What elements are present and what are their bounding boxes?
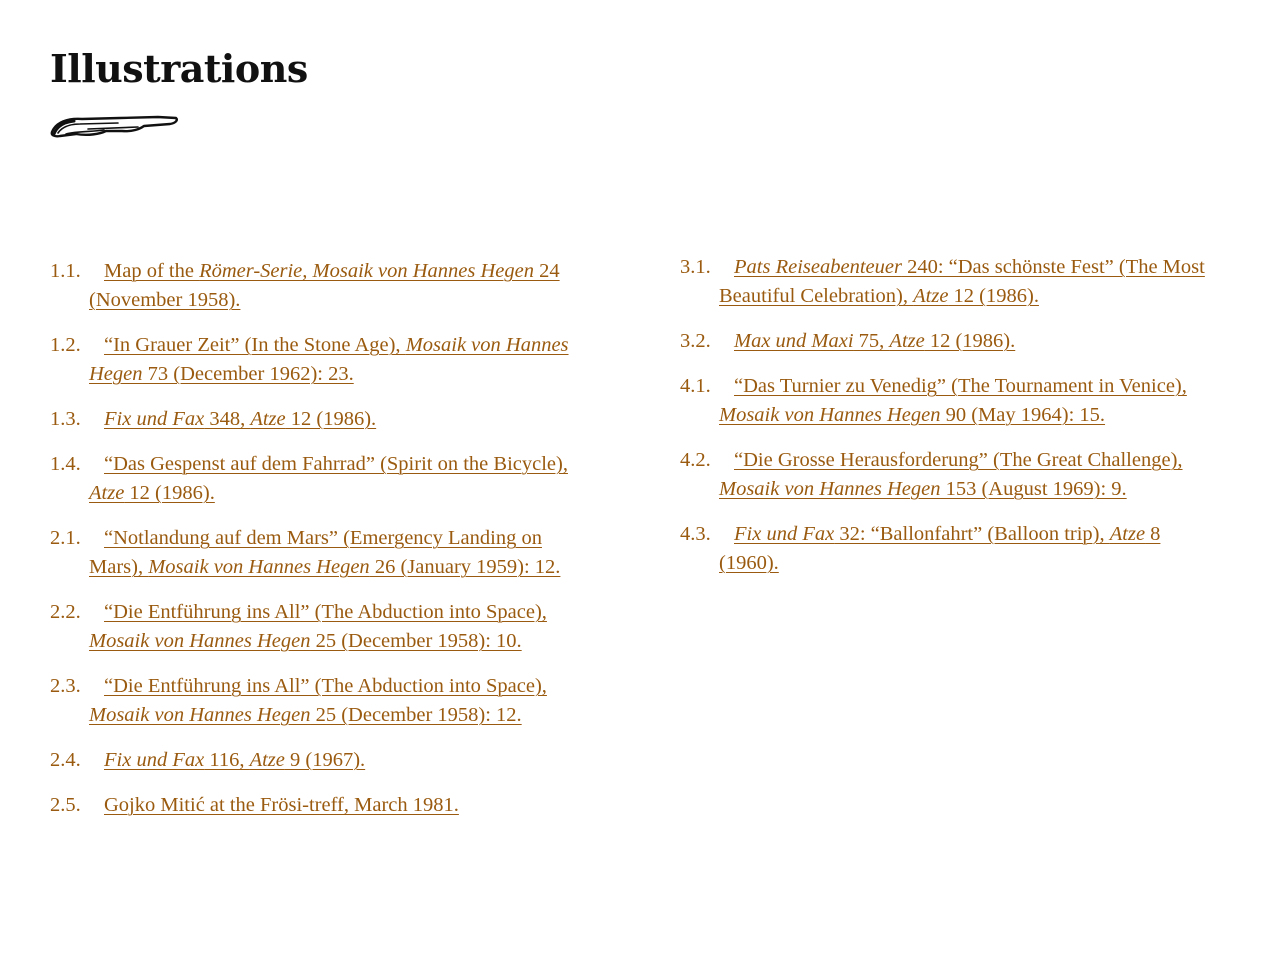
illustration-title-italic: Mosaik von Hannes Hegen [89,334,569,385]
illustration-title-italic: Mosaik von Hannes Hegen [89,704,311,726]
illustration-link[interactable] [50,453,568,504]
illustration-number: 1.2. [50,334,81,356]
illustration-number: 1.4. [50,453,81,475]
illustration-text: 32: “Ballonfahrt” (Balloon trip), [834,523,1110,545]
illustration-text: “Die Grosse Herausforderung” (The Great Challenge), [734,449,1183,471]
illustration-link[interactable] [50,527,560,578]
illustration-link[interactable] [680,330,1015,352]
illustration-entry [50,524,598,582]
illustration-entry [50,450,598,508]
illustration-text: “Das Turnier zu Venedig” (The Tournament in Venice), [734,375,1187,397]
illustration-link[interactable] [50,408,376,430]
illustration-entry [50,598,598,656]
illustration-link[interactable] [50,675,547,726]
illustration-link[interactable] [50,334,569,385]
illustration-title-italic: Mosaik von Hannes Hegen [719,478,941,500]
illustration-number: 4.3. [680,523,711,545]
illustration-entry [50,331,598,389]
illustration-text: 153 (August 1969): 9. [940,478,1127,500]
illustration-text: “Die Entführung ins All” (The Abduction into Space), [104,601,547,623]
illustration-title-italic: Mosaik von Hannes Hegen [148,556,370,578]
illustration-title-italic: Atze [1109,523,1146,545]
illustration-title-italic: Fix und Fax [104,408,205,430]
illustration-entry [50,405,598,434]
illustration-title-italic: Atze [249,749,285,771]
illustration-entry [680,446,1225,504]
illustration-number: 1.1. [50,260,81,282]
illustration-link[interactable] [680,523,1160,574]
illustration-number: 3.1. [680,256,711,278]
illustration-number: 3.2. [680,330,711,352]
brush-stroke-ornament-icon [48,112,180,142]
illustration-number: 2.4. [50,749,81,771]
illustration-text: 24 (November 1958). [89,260,560,311]
illustration-entry [680,520,1225,578]
illustration-text: “Notlandung auf dem Mars” (Emergency Landing on Mars), [89,527,542,578]
illustration-link[interactable] [50,749,365,771]
illustration-list-left [50,257,598,836]
illustration-number: 4.1. [680,375,711,397]
illustration-number: 2.2. [50,601,81,623]
illustration-title-italic: Max und Maxi [734,330,854,352]
illustration-title-italic: Mosaik von Hannes Hegen [719,404,941,426]
illustration-text: 348, [204,408,251,430]
illustration-entry [50,746,598,775]
illustration-title-italic: Atze [250,408,286,430]
illustration-list-right [680,253,1225,594]
illustration-link[interactable] [50,601,547,652]
illustration-title-italic: Atze [89,482,125,504]
illustration-entry [680,253,1225,311]
illustration-text: “Die Entführung ins All” (The Abduction into Space), [104,675,547,697]
illustration-text: 12 (1986). [124,482,215,504]
illustration-text: 240: “Das schönste Fest” (The Most Beautiful Celebration), [719,256,1205,307]
illustration-text: 12 (1986). [285,408,377,430]
illustration-title-italic: Atze [913,285,949,307]
illustration-text: 75, [853,330,890,352]
illustration-text: 116, [204,749,250,771]
illustration-text: 9 (1967). [284,749,366,771]
illustration-title-italic: Römer-Serie, Mosaik von Hannes Hegen [199,260,534,282]
illustration-number: 2.5. [50,794,81,816]
illustration-entry [50,257,598,315]
illustration-link[interactable] [50,260,560,311]
illustration-number: 2.3. [50,675,81,697]
illustration-text: “Das Gespenst auf dem Fahrrad” (Spirit on the Bicycle), [104,453,568,475]
illustration-title-italic: Pats Reiseabenteuer [734,256,902,278]
illustration-text: 12 (1986). [924,330,1016,352]
illustration-title-italic: Atze [889,330,925,352]
illustration-number: 1.3. [50,408,81,430]
illustration-number: 2.1. [50,527,81,549]
illustration-text: 73 (December 1962): 23. [142,363,354,385]
illustration-link[interactable] [680,256,1205,307]
illustration-link[interactable] [50,794,459,816]
illustration-number: 4.2. [680,449,711,471]
illustration-text: 25 (December 1958): 10. [310,630,522,652]
illustration-text: 12 (1986). [948,285,1039,307]
illustration-title-italic: Fix und Fax [734,523,835,545]
illustration-text: 8 (1960). [719,523,1161,574]
illustration-text: Gojko Mitić at the Frösi-treff, March 1981. [104,794,459,816]
illustration-entry [680,327,1225,356]
illustration-text: 90 (May 1964): 15. [940,404,1106,426]
illustration-text: 25 (December 1958): 12. [310,704,522,726]
illustration-title-italic: Fix und Fax [104,749,205,771]
page-title: Illustrations [50,46,308,91]
illustration-entry [50,791,598,820]
illustration-text: “In Grauer Zeit” (In the Stone Age), [104,334,406,356]
illustration-entry [680,372,1225,430]
illustration-entry [50,672,598,730]
illustration-text: 26 (January 1959): 12. [369,556,561,578]
illustration-link[interactable] [680,449,1183,500]
illustration-text: Map of the [104,260,200,282]
illustration-title-italic: Mosaik von Hannes Hegen [89,630,311,652]
illustration-link[interactable] [680,375,1187,426]
